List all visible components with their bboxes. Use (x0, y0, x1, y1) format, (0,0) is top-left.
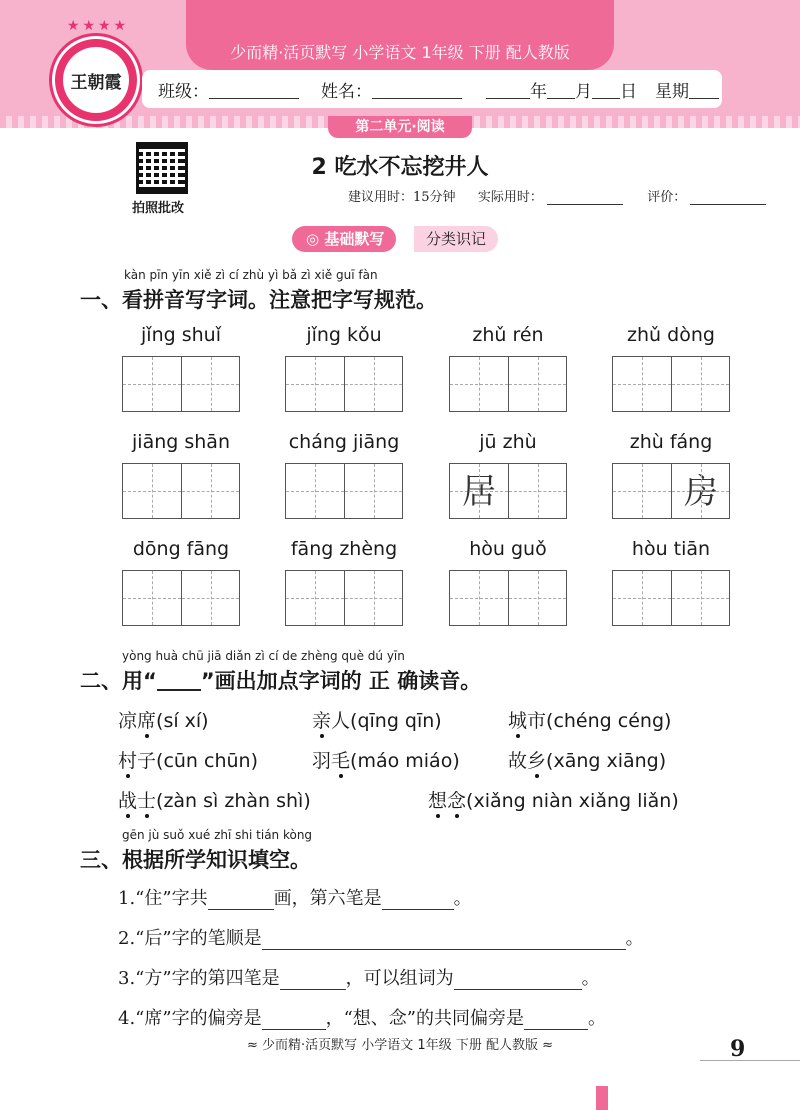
writing-cell[interactable] (286, 464, 344, 518)
writing-cell[interactable] (181, 571, 239, 625)
writing-box[interactable] (449, 356, 567, 412)
pinyin-prompt: dōng fāng (132, 538, 230, 560)
writing-cell[interactable] (508, 357, 566, 411)
suggest-time: 建议用时：15分钟 (348, 190, 456, 205)
word-character: 凉 (118, 710, 138, 732)
writing-cell[interactable] (450, 357, 508, 411)
q1-blank-1[interactable] (208, 892, 274, 910)
q1-text-a: 1.“住”字共 (118, 888, 208, 909)
writing-cell[interactable] (123, 357, 181, 411)
pinyin-prompt: jiāng shān (132, 431, 230, 453)
series-title: 少而精·活页默写 小学语文 1年级 下册 配人教版 (230, 43, 570, 62)
name-field[interactable] (372, 79, 462, 99)
pinyin-options[interactable]: (máo miáo) (350, 750, 460, 772)
q4-text-b: ，“想、念”的共同偏旁是 (325, 1008, 524, 1029)
question-1 (118, 884, 472, 910)
reading-item[interactable] (508, 746, 666, 773)
q1-text-b: 画，第六笔是 (273, 888, 382, 909)
reading-item[interactable] (118, 706, 209, 733)
day-label: 日 (620, 81, 637, 102)
writing-box[interactable] (285, 356, 403, 412)
pinyin-options[interactable]: (cūn chūn) (156, 750, 258, 772)
unit-badge: 第二单元·阅读 (328, 116, 472, 138)
q3-text-b: ，可以组词为 (345, 968, 454, 989)
word-character: 想 (428, 790, 448, 812)
pinyin-prompt: zhǔ rén (472, 324, 544, 346)
writing-box[interactable] (612, 570, 730, 626)
pinyin-options[interactable]: (chéng céng) (546, 710, 672, 732)
word-character: 乡 (527, 750, 547, 772)
score-label: 评价： (647, 190, 687, 205)
given-character: 居 (462, 472, 496, 512)
word-character: 城 (508, 710, 528, 732)
writing-box[interactable] (285, 463, 403, 519)
question-4 (118, 1004, 606, 1030)
section1-pinyin: kàn pīn yīn xiě zì cí zhù yì bǎ zì xiě guī fàn (124, 268, 378, 282)
pinyin-options[interactable]: (sí xí) (156, 710, 209, 732)
student-info-bar (142, 70, 722, 108)
pinyin-options[interactable]: (qīng qīn) (350, 710, 442, 732)
q3-text-c: 。 (581, 968, 600, 989)
month-label: 月 (575, 81, 592, 102)
pinyin-prompt: hòu tiān (631, 538, 711, 560)
pinyin-prompt: zhǔ dòng (627, 324, 715, 346)
word-character: 子 (137, 750, 157, 772)
q3-blank-1[interactable] (280, 972, 346, 990)
word-character: 市 (527, 710, 547, 732)
q4-text-c: 。 (587, 1008, 606, 1029)
writing-cell[interactable] (344, 571, 402, 625)
class-field[interactable] (209, 79, 299, 99)
q2-text-a: 2.“后”字的笔顺是 (118, 928, 262, 949)
section3-pinyin: gēn jù suǒ xué zhī shi tián kòng (122, 828, 313, 842)
q1-blank-2[interactable] (382, 892, 454, 910)
word-character: 毛 (331, 750, 351, 772)
writing-cell[interactable] (123, 571, 181, 625)
writing-cell[interactable] (344, 357, 402, 411)
section3-heading: 三、根据所学知识填空。 (80, 848, 311, 872)
writing-cell[interactable] (286, 357, 344, 411)
q4-text-a: 4.“席”字的偏旁是 (118, 1008, 262, 1029)
page-number: 9 (730, 1036, 746, 1062)
actual-time-label: 实际用时： (477, 190, 543, 205)
pinyin-prompt: fāng zhèng (290, 538, 398, 560)
underline-sample (157, 673, 201, 691)
page-tab-marker (596, 1086, 608, 1110)
day-field[interactable] (592, 79, 620, 99)
q3-blank-2[interactable] (454, 972, 582, 990)
q3-text-a: 3.“方”字的第四笔是 (118, 968, 280, 989)
reading-item[interactable] (118, 786, 311, 813)
writing-cell[interactable] (671, 571, 729, 625)
writing-box[interactable] (122, 356, 240, 412)
q2-blank[interactable] (262, 932, 626, 950)
logo-text: 王朝霞 (63, 47, 129, 113)
word-character: 席 (137, 710, 157, 732)
name-label: 姓名： (321, 81, 372, 102)
writing-cell[interactable] (344, 464, 402, 518)
section2-heading (80, 665, 481, 695)
word-character: 村 (118, 750, 138, 772)
time-line (348, 186, 766, 205)
writing-cell[interactable] (508, 571, 566, 625)
logo-stars: ★★★★ (66, 18, 130, 34)
year-label: 年 (530, 81, 547, 102)
word-character: 亲 (312, 710, 332, 732)
writing-cell[interactable] (613, 357, 671, 411)
writing-cell[interactable] (508, 464, 566, 518)
writing-cell[interactable] (671, 357, 729, 411)
writing-cell[interactable] (613, 464, 671, 518)
month-field[interactable] (547, 79, 575, 99)
writing-cell[interactable] (286, 571, 344, 625)
tab-primary-label: 基础默写 (324, 230, 385, 248)
pinyin-prompt: jǐng kǒu (306, 324, 382, 346)
question-3 (118, 964, 600, 990)
q2-text-b: 。 (625, 928, 644, 949)
writing-cell[interactable] (123, 464, 181, 518)
given-character: 房 (684, 472, 718, 512)
q4-blank-1[interactable] (262, 1012, 326, 1030)
writing-box[interactable] (612, 356, 730, 412)
writing-box[interactable] (449, 463, 567, 519)
reading-item[interactable] (118, 746, 258, 773)
lesson-title: 2 吃水不忘挖井人 (311, 155, 489, 180)
footer-rule (700, 1060, 800, 1061)
word-character: 战 (118, 790, 138, 812)
writing-cell[interactable] (450, 464, 508, 518)
reading-item[interactable] (312, 706, 442, 733)
actual-time-field[interactable] (547, 191, 623, 205)
footer-text: ≈ 少而精·活页默写 小学语文 1年级 下册 配人教版 ≈ (247, 1038, 553, 1053)
pinyin-options[interactable]: (xāng xiāng) (546, 750, 667, 772)
pinyin-prompt: jū zhù (479, 431, 537, 453)
word-character: 羽 (312, 750, 332, 772)
section2-heading-a: 二、用“ (80, 669, 157, 693)
writing-cell[interactable] (450, 571, 508, 625)
brand-logo (52, 36, 140, 124)
section1-heading: 一、看拼音写字词。注意把字写规范。 (80, 288, 437, 312)
reading-item[interactable] (428, 786, 679, 813)
q1-text-c: 。 (453, 888, 472, 909)
writing-box[interactable] (449, 570, 567, 626)
score-field[interactable] (690, 191, 766, 205)
writing-cell[interactable] (671, 464, 729, 518)
reading-item[interactable] (508, 706, 671, 733)
pinyin-options[interactable]: (zàn sì zhàn shì) (156, 790, 311, 812)
pinyin-options[interactable]: (xiǎng niàn xiǎng liǎn) (466, 790, 679, 812)
pinyin-prompt: hòu guǒ (469, 538, 547, 560)
tab-category[interactable]: 分类识记 (414, 226, 498, 252)
word-character: 念 (447, 790, 467, 812)
writing-box[interactable] (122, 570, 240, 626)
section2-pinyin: yòng huà chū jiā diǎn zì cí de zhèng què dú yīn (122, 649, 405, 663)
q4-blank-2[interactable] (524, 1012, 588, 1030)
writing-cell[interactable] (181, 357, 239, 411)
writing-box[interactable] (612, 463, 730, 519)
question-2 (118, 924, 644, 950)
section2-heading-b: ”画出加点字词的 正 确读音。 (200, 669, 482, 693)
writing-box[interactable] (285, 570, 403, 626)
tab-basic-dictation[interactable]: ◎ 基础默写 (292, 226, 396, 252)
word-character: 士 (137, 790, 157, 812)
qr-label: 拍照批改 (132, 201, 185, 216)
pinyin-prompt: zhù fáng (629, 431, 713, 453)
reading-item[interactable] (312, 746, 460, 773)
class-label: 班级： (158, 81, 209, 102)
pinyin-prompt: jǐng shuǐ (141, 324, 221, 346)
writing-cell[interactable] (181, 464, 239, 518)
word-character: 人 (331, 710, 351, 732)
weekday-label: 星期 (655, 81, 689, 102)
pinyin-prompt: cháng jiāng (288, 431, 400, 453)
weekday-field[interactable] (689, 79, 719, 99)
word-character: 故 (508, 750, 528, 772)
writing-cell[interactable] (613, 571, 671, 625)
year-field[interactable] (486, 79, 530, 99)
writing-box[interactable] (122, 463, 240, 519)
